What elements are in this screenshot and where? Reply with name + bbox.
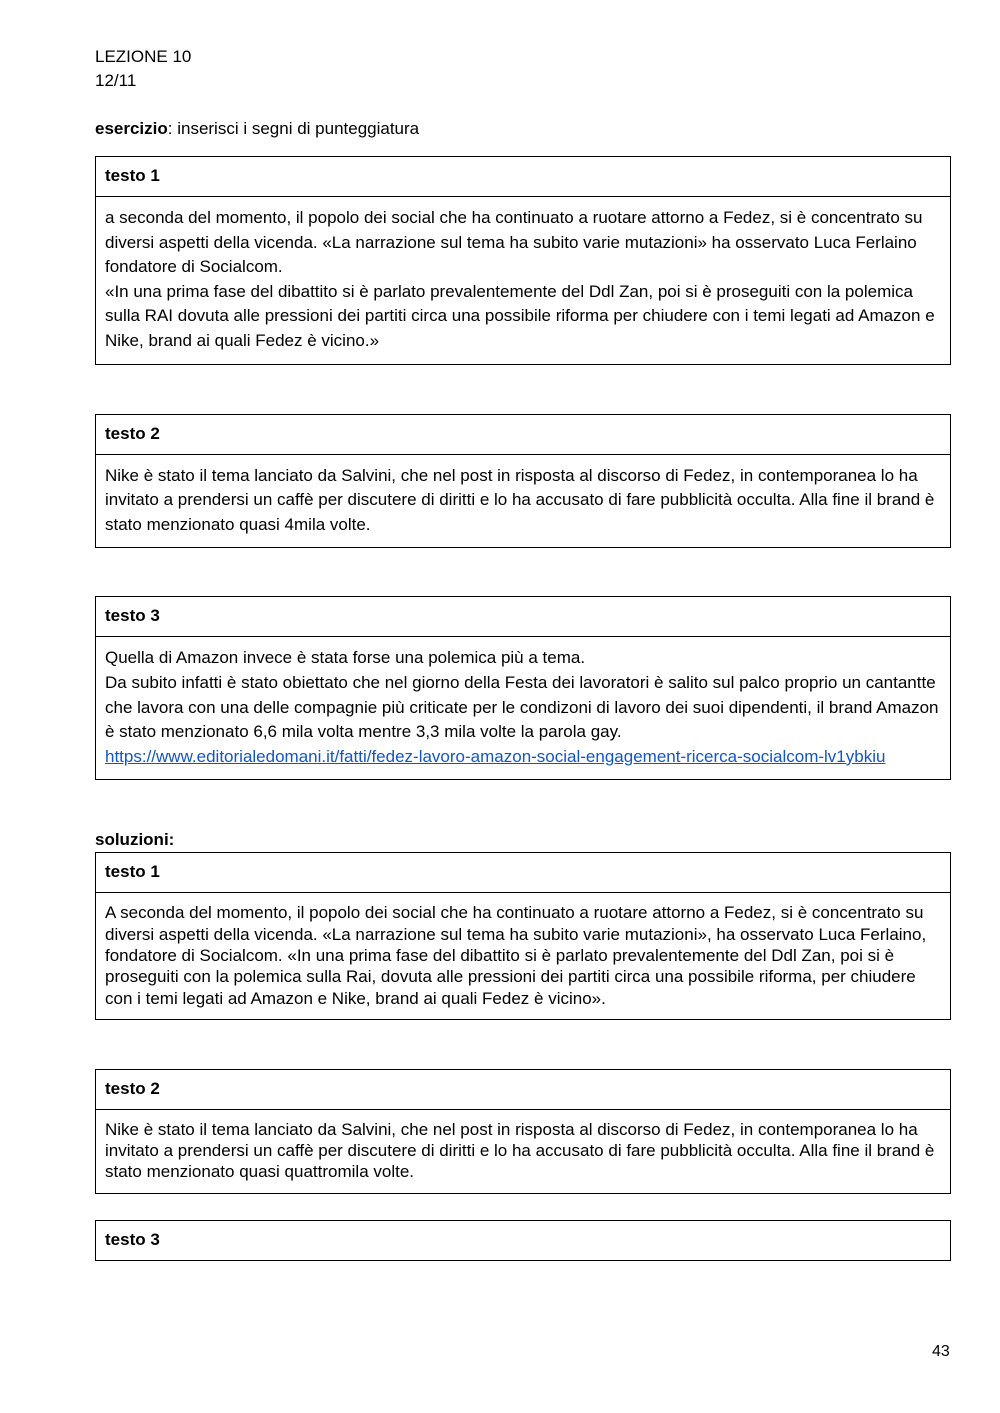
paragraph: Da subito infatti è stato obiettato che nel giorno della Festa dei lavoratori è salito sul palco proprio un cantantte che lavora con una delle compagnie più criticate per le condizoni di lavoro dei suoi dipendenti, il brand Amazon è stato menzionato 6,6 mila volta mentre 3,3 mila volte la parola gay. <box>105 672 939 742</box>
box-body <box>96 455 950 548</box>
solution-text-3-box <box>95 1220 951 1261</box>
solution-text-2-box <box>95 1069 951 1194</box>
paragraph: a seconda del momento, il popolo dei social che ha continuato a ruotare attorno a Fedez, si è concentrato su diversi aspetti della vicenda. «La narrazione sul tema ha subito varie mutazioni» ha osservato Luca Ferlaino fondatore di Socialcom. <box>105 208 923 277</box>
paragraph: Quella di Amazon invece è stata forse una polemica più a tema. <box>105 648 586 668</box>
lesson-date: 12/11 <box>95 71 137 90</box>
box-title: testo 3 <box>105 1229 160 1249</box>
exercise-instruction-text: : inserisci i segni di punteggiatura <box>167 119 420 138</box>
document-page <box>95 45 951 1261</box>
page-number: 43 <box>932 1343 950 1360</box>
paragraph: A seconda del momento, il popolo dei social che ha continuato a ruotare attorno a Fedez, si è concentrato su diversi aspetti della vicenda. «La narrazione sul tema ha subito varie mutazioni», ha osservato Luca Ferlaino, fondatore di Socialcom. «In una prima fase del dibattito si è parlato prevalentemente del Ddl Zan, poi si è proseguiti con la polemica sulla Rai, dovuta alle pressioni dei partiti circa una possibile riforma, per chiudere con i temi legati ad Amazon e Nike, brand ai quali Fedez è vicino». <box>105 903 927 1008</box>
solution-text-1-box <box>95 852 951 1019</box>
exercise-instruction <box>95 117 951 141</box>
box-body <box>96 893 950 1018</box>
solutions-heading: soluzioni: <box>95 830 175 850</box>
box-title: testo 3 <box>96 597 950 637</box>
box-title: testo 1 <box>96 853 950 893</box>
box-body <box>96 1110 950 1193</box>
paragraph: Nike è stato il tema lanciato da Salvini, che nel post in risposta al discorso di Fedez, in contemporanea lo ha invitato a prendersi un caffè per discutere di diritti e lo ha accusato di fare pubblicità occulta. Alla fine il brand è stato menzionato quasi 4mila volte. <box>105 465 935 534</box>
source-link[interactable]: https://www.editorialedomani.it/fatti/fedez-lavoro-amazon-social-engagement-ricerca-socialcom-lv1ybkiu <box>105 746 886 766</box>
exercise-text-3-box <box>95 596 951 780</box>
box-body <box>96 197 950 364</box>
box-title: testo 2 <box>96 1070 950 1110</box>
lesson-title: LEZIONE 10 <box>95 47 192 66</box>
exercise-text-2-box <box>95 414 951 549</box>
exercise-label: esercizio <box>95 119 168 138</box>
box-body <box>96 637 950 779</box>
box-title: testo 2 <box>96 415 950 455</box>
box-title: testo 1 <box>96 157 950 197</box>
exercise-text-1-box <box>95 156 951 365</box>
paragraph: «In una prima fase del dibattito si è parlato prevalentemente del Ddl Zan, poi si è proseguiti con la polemica sulla RAI dovuta alle pressioni dei partiti circa una possibile riforma per chiudere con i temi legati ad Amazon e Nike, brand ai quali Fedez è vicino.» <box>105 281 935 350</box>
paragraph: Nike è stato il tema lanciato da Salvini, che nel post in risposta al discorso di Fedez, in contemporanea lo ha invitato a prendersi un caffè per discutere di diritti e lo ha accusato di fare pubblicità occulta. Alla fine il brand è stato menzionato quasi quattromila volte. <box>105 1119 935 1182</box>
